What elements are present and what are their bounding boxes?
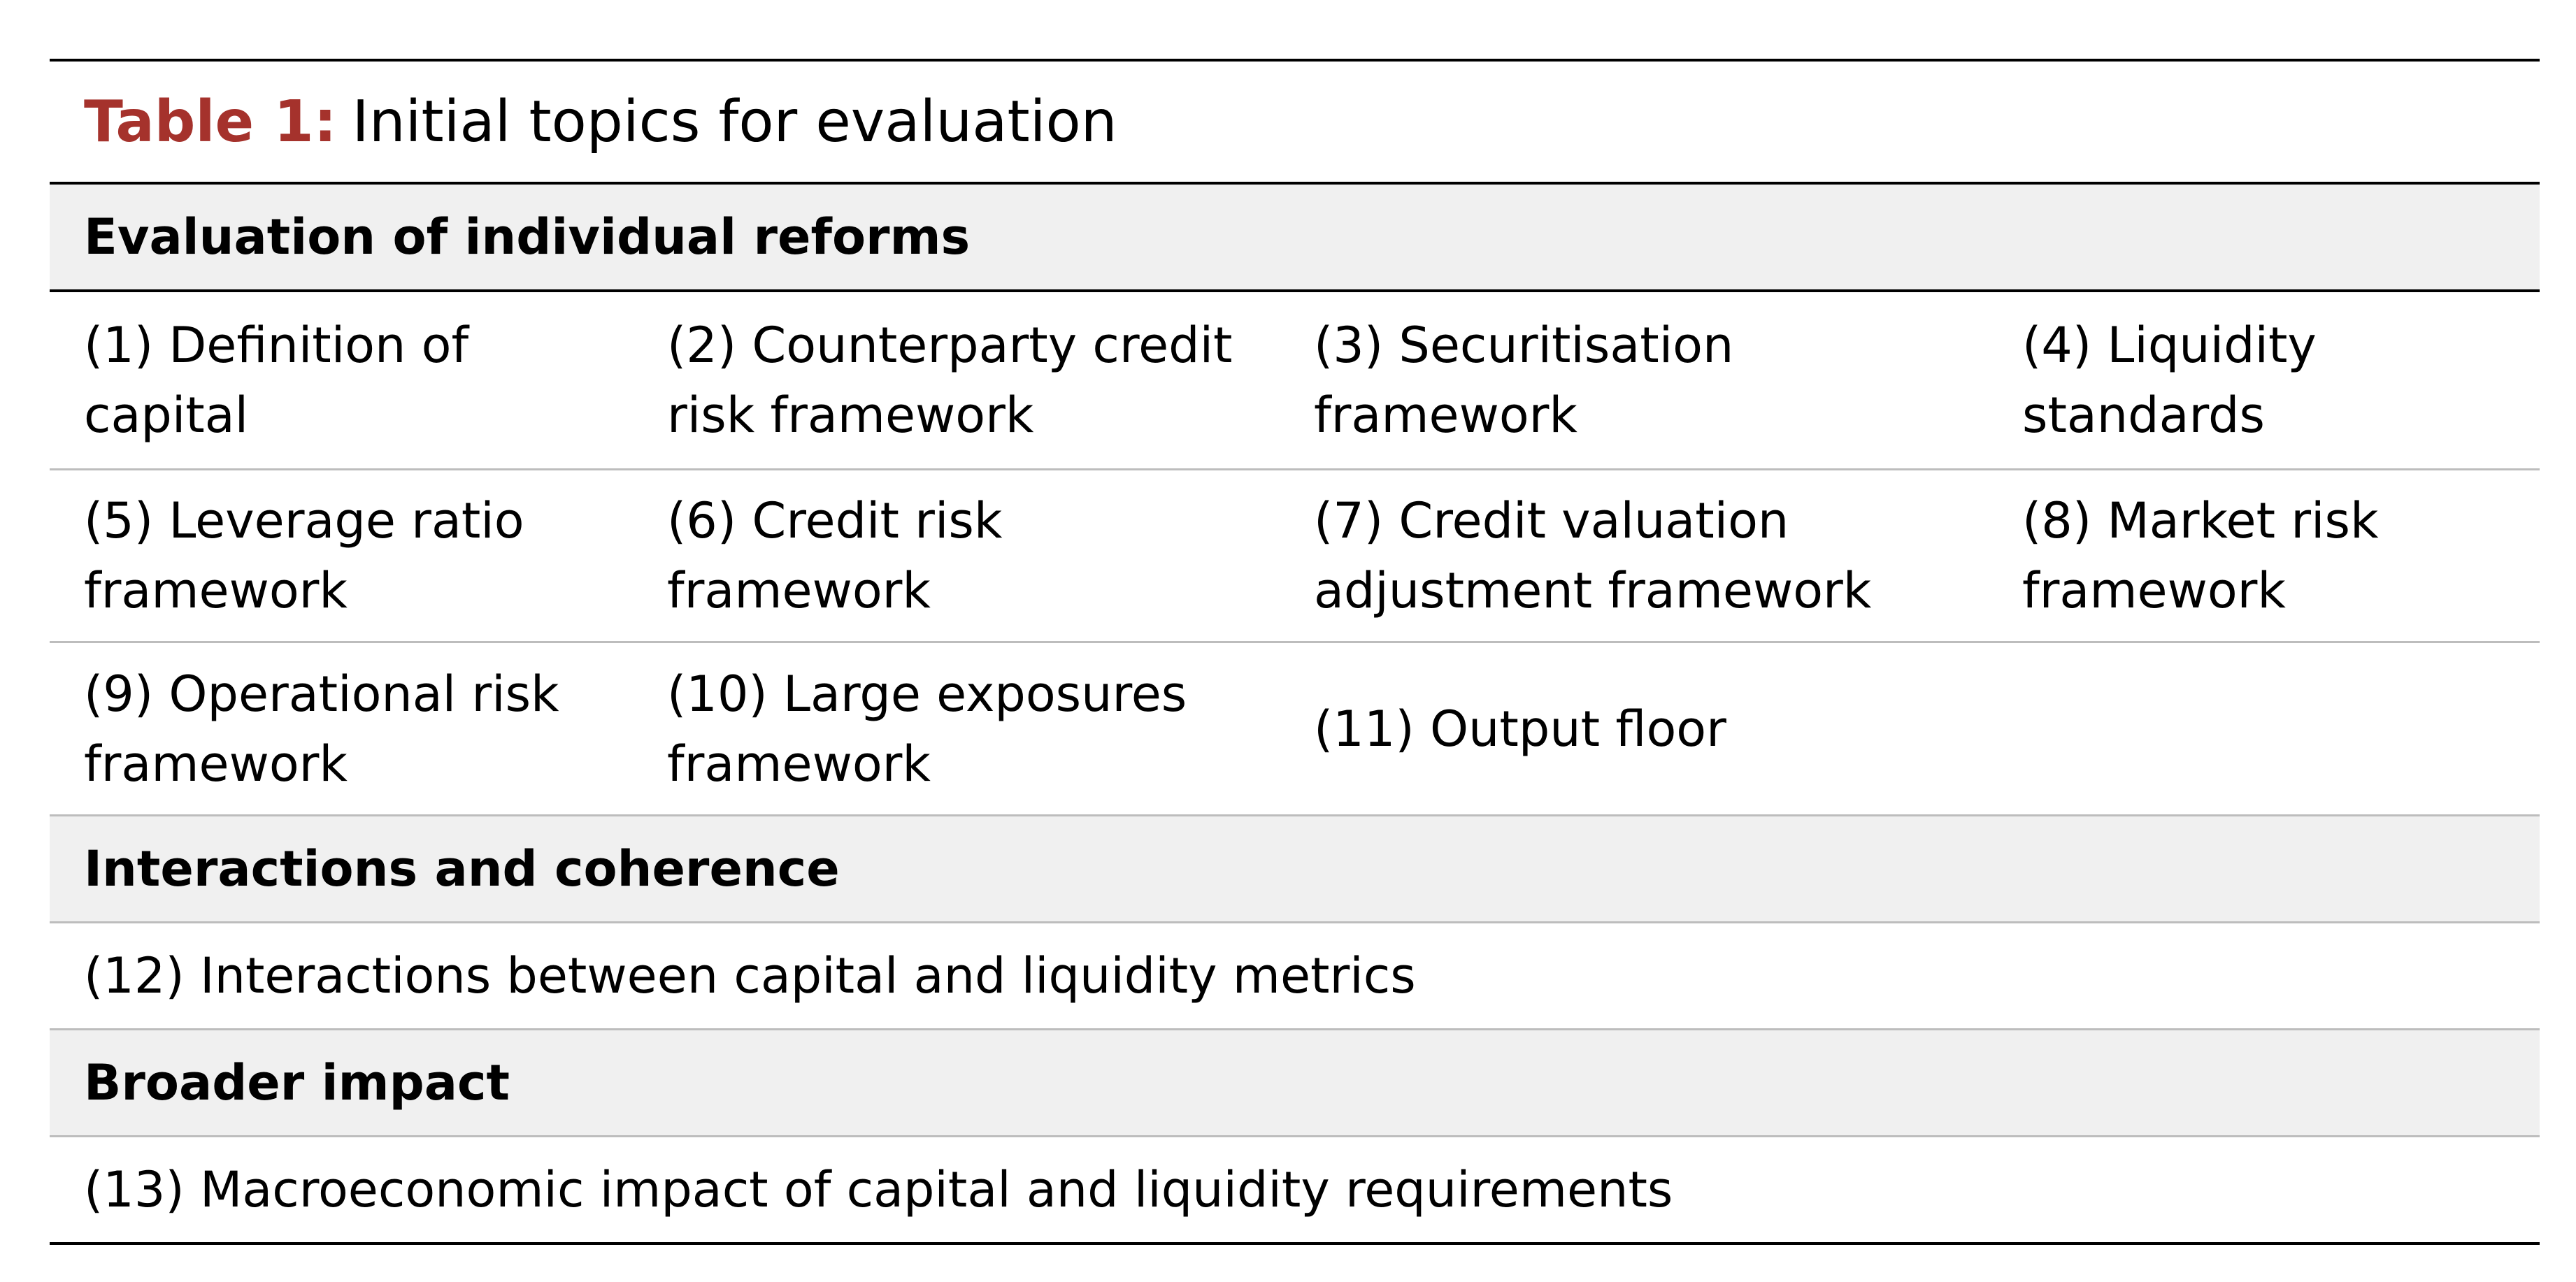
table-cell: (2) Counterparty credit risk framework: [667, 317, 1233, 444]
table-cell: (7) Credit valuation adjustment framework: [1314, 492, 1872, 619]
table-row: [50, 470, 2540, 641]
list-item: (13) Macroeconomic impact of capital and liquidity requirements: [84, 1161, 1673, 1218]
table-cell: (4) Liquidity standards: [2022, 317, 2317, 444]
section-heading-interactions: Interactions and coherence: [50, 816, 2540, 921]
table-cell: (8) Market risk framework: [2022, 492, 2379, 619]
table-cell: (10) Large exposures framework: [667, 665, 1187, 793]
table-row: [50, 643, 2540, 814]
topics-table: [50, 59, 2540, 1245]
table-cell: (5) Leverage ratio framework: [84, 492, 524, 619]
list-item: (12) Interactions between capital and liquidity metrics: [84, 947, 1416, 1004]
section-heading-individual-reforms: Evaluation of individual reforms: [50, 185, 2540, 289]
table-cell: (11) Output floor: [1314, 700, 1726, 758]
table-cell: (6) Credit risk framework: [667, 492, 1003, 619]
table-title: [50, 62, 2540, 182]
bottom-rule: [50, 1242, 2540, 1245]
table-title-text: Initial topics for evaluation: [352, 88, 1117, 155]
table-cell: (9) Operational risk framework: [84, 665, 559, 793]
table-cell: (1) Definition of capital: [84, 317, 469, 444]
section-heading-broader-impact: Broader impact: [50, 1030, 2540, 1135]
table-row: [50, 292, 2540, 468]
table-cell: (3) Securitisation framework: [1314, 317, 1734, 444]
table-number: Table 1:: [84, 88, 337, 155]
